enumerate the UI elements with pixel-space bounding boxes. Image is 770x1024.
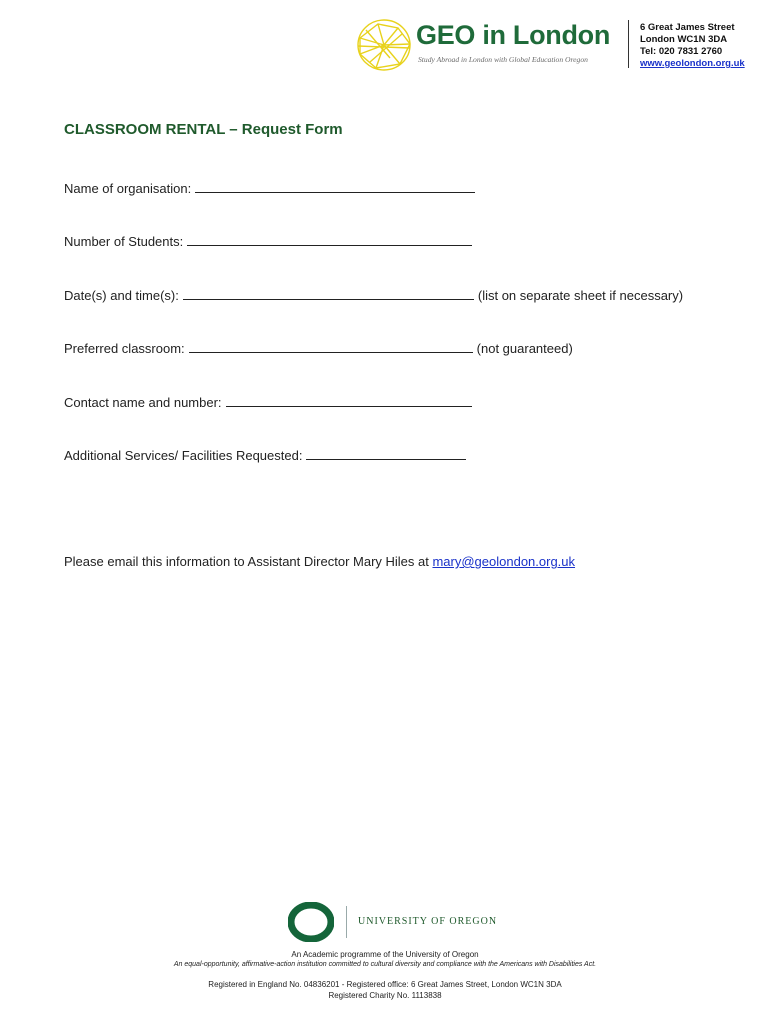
field-note: (list on separate sheet if necessary) xyxy=(477,288,684,303)
website-link[interactable]: www.geolondon.org.uk xyxy=(640,58,745,69)
footer-equal-opportunity: An equal-opportunity, affirmative-action institution committed to cultural diversity and compliance with the Americans with Disabilities Act. xyxy=(173,961,597,968)
field-students xyxy=(64,233,472,249)
footer-registration: Registered in England No. 04836201 - Registered office: 6 Great James Street, London WC1N 3DA xyxy=(208,980,562,989)
logo-title: GEO in London xyxy=(416,20,611,50)
field-contact xyxy=(64,394,472,410)
dates-input-line[interactable] xyxy=(183,287,474,300)
field-label: Number of Students: xyxy=(64,234,184,249)
field-services xyxy=(64,447,466,463)
footer-logo-divider xyxy=(346,906,347,938)
field-classroom xyxy=(64,340,573,356)
field-dates xyxy=(64,287,683,303)
email-instruction xyxy=(64,554,575,569)
email-instruction-text: Please email this information to Assistant Director Mary Hiles at xyxy=(64,554,433,569)
organisation-input-line[interactable] xyxy=(195,180,475,193)
address-line2: London WC1N 3DA xyxy=(640,34,728,45)
footer-charity: Registered Charity No. 1113838 xyxy=(328,991,442,1000)
field-label: Additional Services/ Facilities Requested: xyxy=(64,448,303,463)
field-label: Preferred classroom: xyxy=(64,341,185,356)
services-input-line[interactable] xyxy=(306,447,466,460)
students-input-line[interactable] xyxy=(187,233,472,246)
address-block xyxy=(640,22,745,70)
field-label: Date(s) and time(s): xyxy=(64,288,179,303)
field-note: (not guaranteed) xyxy=(476,341,573,356)
form-title: CLASSROOM RENTAL – Request Form xyxy=(64,121,343,138)
classroom-input-line[interactable] xyxy=(189,340,473,353)
address-line1: 6 Great James Street xyxy=(640,22,735,33)
field-label: Name of organisation: xyxy=(64,181,192,196)
field-organisation xyxy=(64,180,475,196)
header-divider xyxy=(628,20,629,68)
oregon-o-icon xyxy=(288,902,334,942)
footer-programme: An Academic programme of the University of Oregon xyxy=(291,950,479,959)
contact-input-line[interactable] xyxy=(226,394,472,407)
university-logo-text: UNIVERSITY OF OREGON xyxy=(358,916,498,927)
field-label: Contact name and number: xyxy=(64,395,222,410)
globe-mesh-icon xyxy=(356,18,412,72)
email-link[interactable]: mary@geolondon.org.uk xyxy=(432,554,576,569)
logo-tagline: Study Abroad in London with Global Education Oregon xyxy=(418,55,588,64)
telephone: Tel: 020 7831 2760 xyxy=(640,46,723,57)
